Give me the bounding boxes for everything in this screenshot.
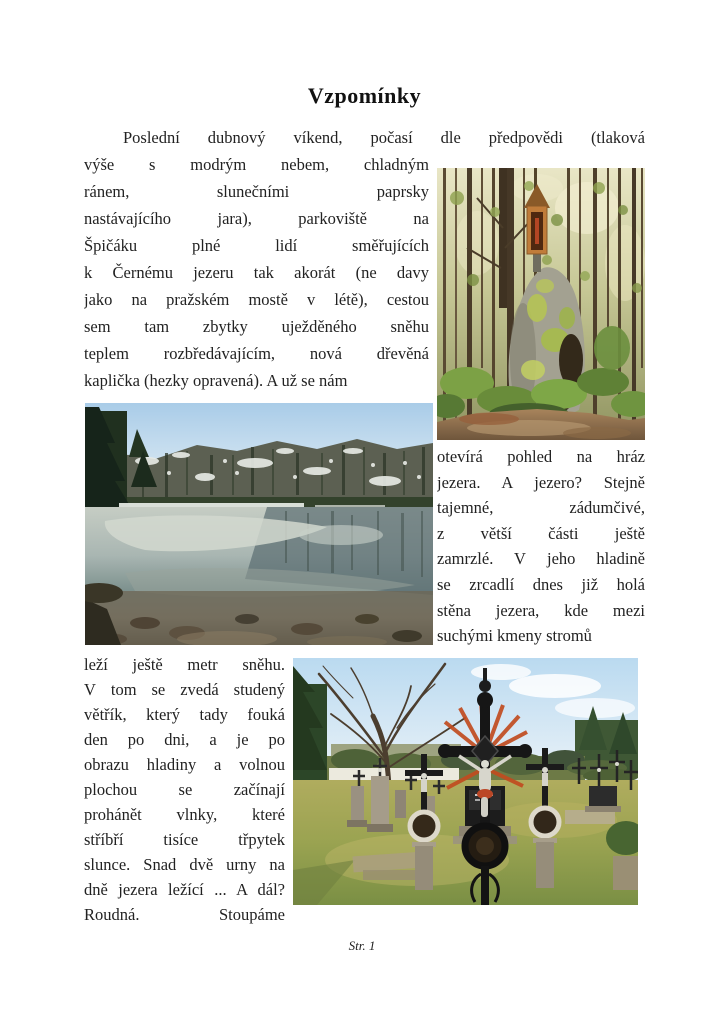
forest-shrine-photo <box>437 168 645 440</box>
paragraph-left-column <box>84 151 429 394</box>
text-line: tajemné, zádumčivé, <box>437 498 645 518</box>
text-line: nastávajícího jara), parkoviště na <box>84 209 429 228</box>
paragraph-bottom-left-column <box>84 652 285 927</box>
text-line: V tom se zvedá studený <box>84 680 285 699</box>
text-line: dně jezera ležící ... A dál? <box>84 880 285 899</box>
text-line: stěna jezera, kde mezi <box>437 600 645 620</box>
frozen-lake-photo <box>85 403 433 645</box>
text-line: se zrcadlí dnes již holá <box>437 574 645 594</box>
text-line: suchými kmeny stromů <box>437 626 592 646</box>
text-line: otevírá pohled na hráz <box>437 447 645 466</box>
text-line: kaplička (hezky opravená). A už se nám <box>84 371 348 390</box>
text-line: Poslední dubnový víkend, počasí dle předpovědi (tlaková <box>123 128 645 147</box>
text-line: slunce. Snad dvě urny na <box>84 855 285 874</box>
shallow-foreground <box>85 583 433 645</box>
text-line: výše s modrým nebem, chladným <box>84 155 429 174</box>
text-line: stříbří tisíce třpytek <box>84 830 285 849</box>
page-title: Vzpomínky <box>307 83 422 108</box>
cemetery-photo <box>293 658 638 905</box>
text-line: ránem, slunečními paprsky <box>84 182 429 201</box>
text-line: jako na pražském mostě v létě), cestou <box>84 290 429 309</box>
text-line: větřík, který tady fouká <box>84 705 285 724</box>
text-line: k Černému jezeru tak akorát (ne davy <box>84 263 429 282</box>
text-line: leží ještě metr sněhu. <box>84 655 285 674</box>
paragraph-first-line <box>123 124 645 151</box>
text-line: zamrzlé. V jeho hladině <box>437 549 645 569</box>
text-line: prohánět vlnky, které <box>84 805 285 824</box>
text-line: Roudná. Stoupáme <box>84 905 285 924</box>
text-line: plochou se začínají <box>84 780 285 799</box>
text-line: jezera. A jezero? Stejně <box>437 472 645 492</box>
cemetery-illustration <box>293 658 638 905</box>
paragraph-right-column <box>437 444 645 649</box>
frozen-lake-illustration <box>85 403 433 645</box>
text-line: teplem rozbředávajícím, nová dřevěná <box>84 344 429 363</box>
text-line: sem tam zbytky uježděného sněhu <box>84 317 429 336</box>
forest-shrine-illustration <box>437 168 645 440</box>
text-line: Špičáku plné lidí směřujících <box>84 236 429 255</box>
text-line: obrazu hladiny a volnou <box>84 755 285 774</box>
page-number: Str. 1 <box>348 938 376 953</box>
text-line: z větší části ještě <box>437 523 645 543</box>
text-line: den po dni, a je po <box>84 730 285 749</box>
